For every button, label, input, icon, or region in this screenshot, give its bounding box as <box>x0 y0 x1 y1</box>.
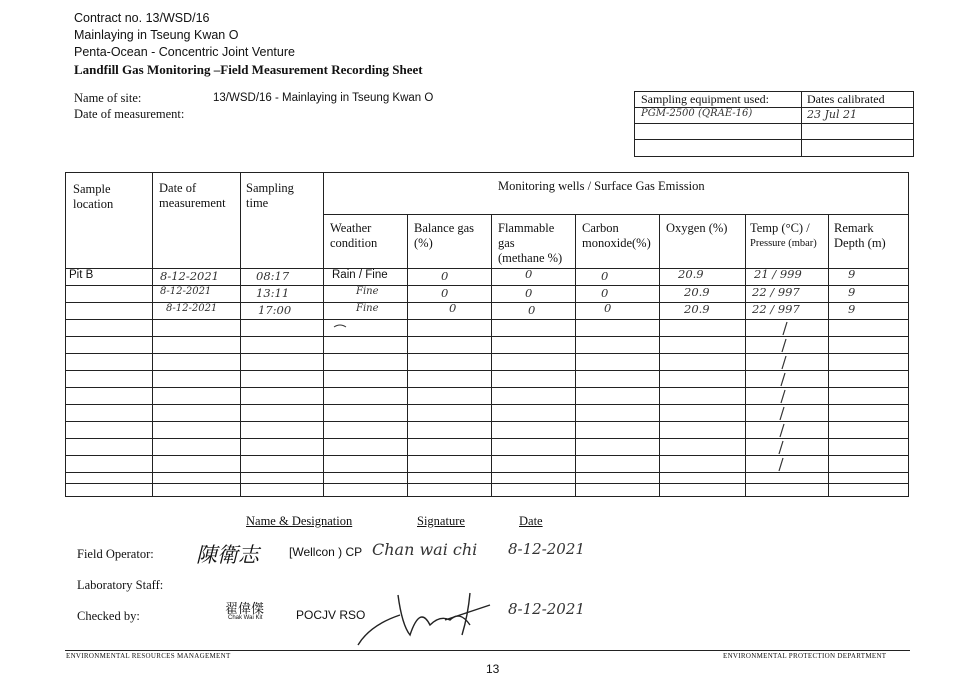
calibration-value: 23 Jul 21 <box>807 108 857 121</box>
site-name-value: 13/WSD/16 - Mainlaying in Tseung Kwan O <box>213 92 434 104</box>
header-temp-pressure: Temp (°C) / Pressure (mbar) <box>750 221 817 249</box>
row3-date: 8-12-2021 <box>166 303 218 314</box>
header-date: Date of measurement <box>159 181 226 210</box>
header-carbon-monoxide: Carbon monoxide(%) <box>582 221 651 250</box>
row1-co: 0 <box>601 269 609 283</box>
footer-left: ENVIRONMENTAL RESOURCES MANAGEMENT <box>66 652 231 660</box>
row1-date: 8-12-2021 <box>160 269 219 283</box>
row1-weather: Rain / Fine <box>332 269 388 281</box>
header-weather: Weather condition <box>330 221 378 250</box>
field-operator-name: 陳衛志 <box>196 543 259 567</box>
contractor-name: Penta-Ocean - Concentric Joint Venture <box>74 45 295 59</box>
signoff-header-date: Date <box>519 514 543 528</box>
header-flammable-gas: Flammable gas (methane %) <box>498 221 563 265</box>
row3-flammable: 0 <box>528 303 536 317</box>
checked-by-designation: POCJV RSO <box>296 608 366 622</box>
checked-by-label: Checked by: <box>77 609 140 623</box>
row1-oxygen: 20.9 <box>678 267 704 281</box>
field-operator-designation: [Wellcon ) CP <box>289 545 363 559</box>
date-of-measurement-label: Date of measurement: <box>74 107 185 121</box>
row1-flammable: 0 <box>525 267 533 281</box>
lab-staff-label: Laboratory Staff: <box>77 578 164 592</box>
field-operator-date: 8-12-2021 <box>508 540 585 558</box>
measurement-table <box>65 172 909 497</box>
row1-time: 08:17 <box>256 269 290 283</box>
row1-balance: 0 <box>441 269 449 283</box>
row3-temp-pressure: 22 / 997 <box>752 302 800 316</box>
row3-oxygen: 20.9 <box>684 302 710 316</box>
row2-co: 0 <box>601 286 609 300</box>
contract-number: Contract no. 13/WSD/16 <box>74 11 210 25</box>
row3-weather: Fine <box>356 303 379 314</box>
row2-temp-pressure: 22 / 997 <box>752 285 800 299</box>
field-operator-label: Field Operator: <box>77 547 154 561</box>
header-remark-depth: Remark Depth (m) <box>834 221 886 250</box>
header-monitoring-group: Monitoring wells / Surface Gas Emission <box>498 179 705 193</box>
header-balance-gas: Balance gas (%) <box>414 221 475 250</box>
checked-by-name-cn: 翟偉傑 <box>225 601 265 616</box>
checked-by-name-en: Chak Wai Kit <box>228 615 263 621</box>
signoff-header-signature: Signature <box>417 514 465 528</box>
equipment-header: Sampling equipment used: <box>641 92 769 106</box>
checked-by-date: 8-12-2021 <box>508 600 585 618</box>
row1-remark: 9 <box>848 267 856 281</box>
row2-weather: Fine <box>356 286 379 297</box>
checked-by-signature <box>350 585 500 650</box>
empty-row-slashes <box>745 319 828 496</box>
equipment-value: PGM-2500 (QRAE-16) <box>641 108 753 119</box>
header-oxygen: Oxygen (%) <box>666 221 728 235</box>
row3-remark: 9 <box>848 302 856 316</box>
row1-location: Pit B <box>69 269 94 281</box>
equipment-table <box>634 91 914 157</box>
row2-time: 13:11 <box>256 286 290 300</box>
field-operator-signature: Chan wai chi <box>372 540 478 559</box>
row2-balance: 0 <box>441 286 449 300</box>
row1-temp-pressure: 21 / 999 <box>754 267 802 281</box>
weather-mark <box>324 319 354 339</box>
footer-right: ENVIRONMENTAL PROTECTION DEPARTMENT <box>723 652 887 660</box>
page-number: 13 <box>486 662 500 676</box>
row3-time: 17:00 <box>258 303 292 317</box>
project-name: Mainlaying in Tseung Kwan O <box>74 28 239 42</box>
row2-remark: 9 <box>848 285 856 299</box>
row2-date: 8-12-2021 <box>160 286 212 297</box>
header-time: Sampling time <box>246 181 294 210</box>
sheet-title: Landfill Gas Monitoring –Field Measurement Recording Sheet <box>74 62 423 77</box>
signoff-header-name: Name & Designation <box>246 514 353 528</box>
site-name-label: Name of site: <box>74 91 142 105</box>
row3-balance: 0 <box>449 301 457 315</box>
calibration-header: Dates calibrated <box>807 92 885 106</box>
row2-oxygen: 20.9 <box>684 285 710 299</box>
row3-co: 0 <box>604 301 612 315</box>
footer-divider <box>65 650 910 651</box>
row2-flammable: 0 <box>525 286 533 300</box>
header-sample-location: Sample location <box>73 182 114 211</box>
